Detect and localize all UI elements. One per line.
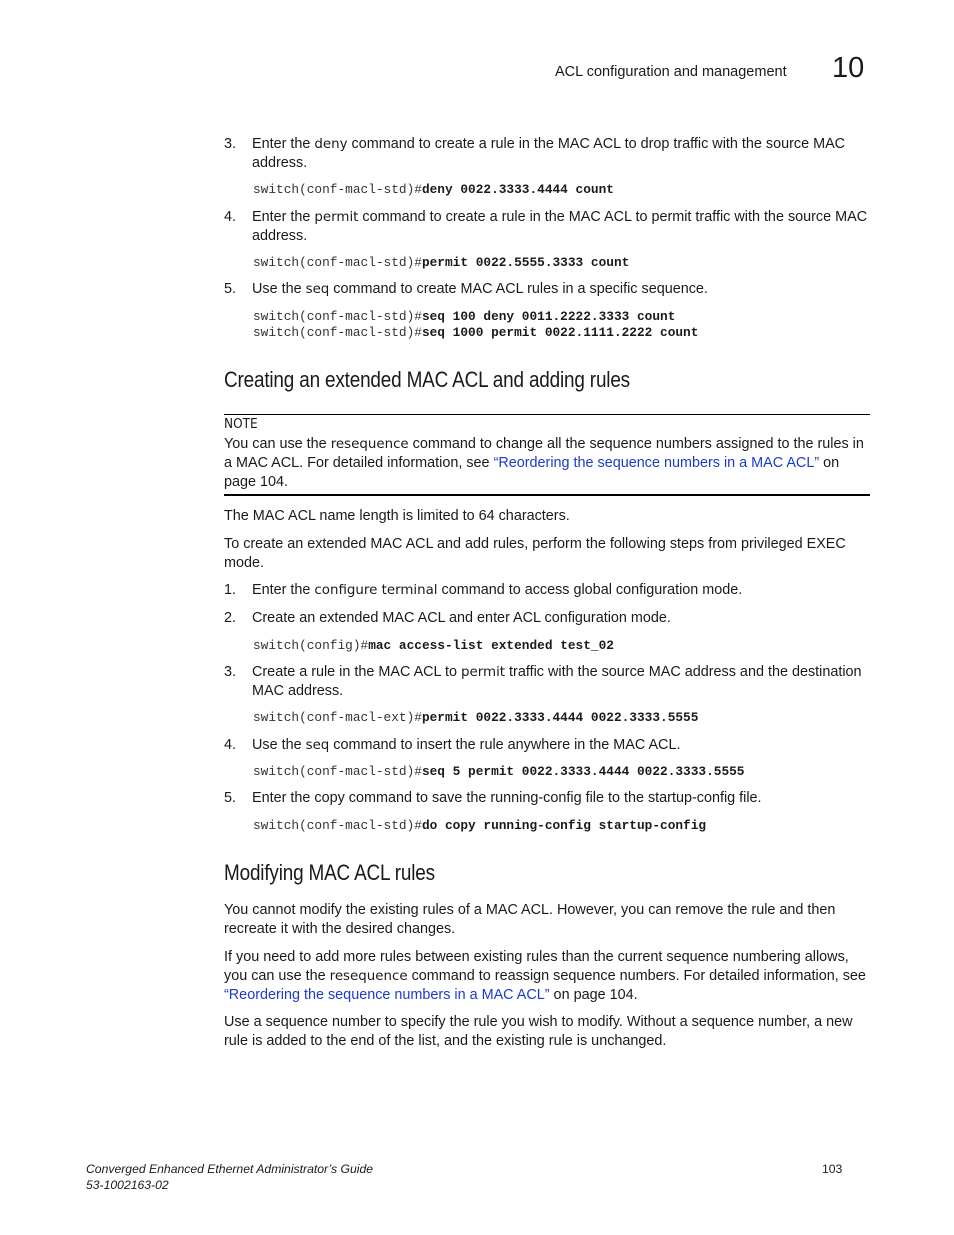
step-text: Use the seq command to insert the rule anywhere in the MAC ACL.: [252, 737, 681, 753]
cli-prompt: switch(conf-macl-std)#: [253, 255, 422, 270]
step-text: Enter the copy command to save the running-config file to the startup-config file.: [252, 790, 762, 806]
section-heading: Creating an extended MAC ACL and adding rules: [224, 367, 630, 392]
step-number: 1.: [224, 582, 237, 598]
cli-prompt: switch(conf-macl-std)#: [253, 325, 422, 340]
command-name: permit: [461, 665, 506, 680]
command-name: resequence: [330, 437, 409, 452]
command-name: seq: [305, 738, 330, 753]
paragraph: Use a sequence number to specify the rule you wish to modify. Without a sequence number, a new rule is added to the end of the list, and the existing rule is unchanged.: [224, 1014, 853, 1049]
footer-page-number: 103: [822, 1162, 843, 1176]
cli-command: seq 100 deny 0011.2222.3333 count: [421, 309, 676, 324]
cli-prompt: switch(conf-macl-std)#: [253, 764, 422, 779]
step-number: 4.: [224, 209, 237, 225]
command-name: seq: [305, 282, 330, 297]
cli-command: seq 1000 permit 0022.1111.2222 count: [421, 325, 699, 340]
step-number: 5.: [224, 790, 237, 806]
step-text: Enter the permit command to create a rule in the MAC ACL to permit traffic with the source MAC address.: [252, 209, 868, 244]
note-text: You can use the resequence command to change all the sequence numbers assigned to the rules in a MAC ACL. For detailed information, see “Reordering the sequence numbers in a MAC ACL” on page 104.: [224, 436, 864, 490]
note-top-rule: [224, 414, 870, 415]
code-block: [253, 764, 745, 780]
step-number: 4.: [224, 737, 237, 753]
cli-command: permit 0022.3333.4444 0022.3333.5555: [421, 710, 699, 725]
step-number: 5.: [224, 281, 237, 297]
section-heading: Modifying MAC ACL rules: [224, 860, 435, 885]
cli-command: permit 0022.5555.3333 count: [421, 255, 630, 270]
code-block: [253, 638, 614, 654]
step-number: 3.: [224, 664, 237, 680]
code-block: [253, 818, 706, 834]
cli-command: mac access-list extended test_02: [368, 638, 614, 653]
cross-reference-link[interactable]: “Reordering the sequence numbers in a MAC ACL”: [224, 987, 550, 1003]
cli-prompt: switch(conf-macl-ext)#: [253, 710, 422, 725]
note-bottom-rule: [224, 494, 870, 496]
cli-command: seq 5 permit 0022.3333.4444 0022.3333.5555: [421, 764, 745, 779]
running-header-title: ACL configuration and management: [555, 64, 787, 80]
step-number: 2.: [224, 610, 237, 626]
footer-guide-title: Converged Enhanced Ethernet Administrator’s Guide: [86, 1162, 374, 1176]
paragraph: The MAC ACL name length is limited to 64 characters.: [224, 508, 570, 524]
cross-reference-link[interactable]: “Reordering the sequence numbers in a MAC ACL”: [493, 455, 820, 471]
step-text: Create an extended MAC ACL and enter ACL configuration mode.: [252, 610, 671, 626]
command-name: deny: [314, 137, 348, 152]
code-block: [253, 182, 614, 198]
cli-command: deny 0022.3333.4444 count: [421, 182, 614, 197]
step-text: Create a rule in the MAC ACL to permit traffic with the source MAC address and the destination MAC address.: [252, 664, 862, 699]
step-text: Enter the deny command to create a rule in the MAC ACL to drop traffic with the source MAC address.: [252, 136, 846, 171]
step-text: Use the seq command to create MAC ACL rules in a specific sequence.: [252, 281, 708, 297]
cli-prompt: switch(config)#: [253, 638, 369, 653]
paragraph: You cannot modify the existing rules of a MAC ACL. However, you can remove the rule and then recreate it with the desired changes.: [224, 902, 836, 937]
cli-command: do copy running-config startup-config: [421, 818, 707, 833]
paragraph: To create an extended MAC ACL and add rules, perform the following steps from privileged EXEC mode.: [224, 536, 846, 571]
chapter-number: 10: [832, 52, 865, 84]
code-block: [253, 309, 698, 341]
command-name: permit: [314, 210, 359, 225]
code-block: [253, 710, 698, 726]
footer-doc-number: 53-1002163-02: [86, 1178, 169, 1192]
note-label: NOTE: [224, 417, 258, 432]
code-block: [253, 255, 629, 271]
command-name: resequence: [329, 969, 408, 984]
paragraph: If you need to add more rules between existing rules than the current sequence numbering allows, you can use the resequence command to reassign sequence numbers. For detailed information, see “Reordering the sequence numbers in a MAC ACL” on page 104.: [224, 949, 866, 1003]
step-text: Enter the configure terminal command to access global configuration mode.: [252, 582, 743, 598]
command-name: configure terminal: [314, 583, 438, 598]
cli-prompt: switch(conf-macl-std)#: [253, 818, 422, 833]
step-number: 3.: [224, 136, 237, 152]
cli-prompt: switch(conf-macl-std)#: [253, 182, 422, 197]
cli-prompt: switch(conf-macl-std)#: [253, 309, 422, 324]
